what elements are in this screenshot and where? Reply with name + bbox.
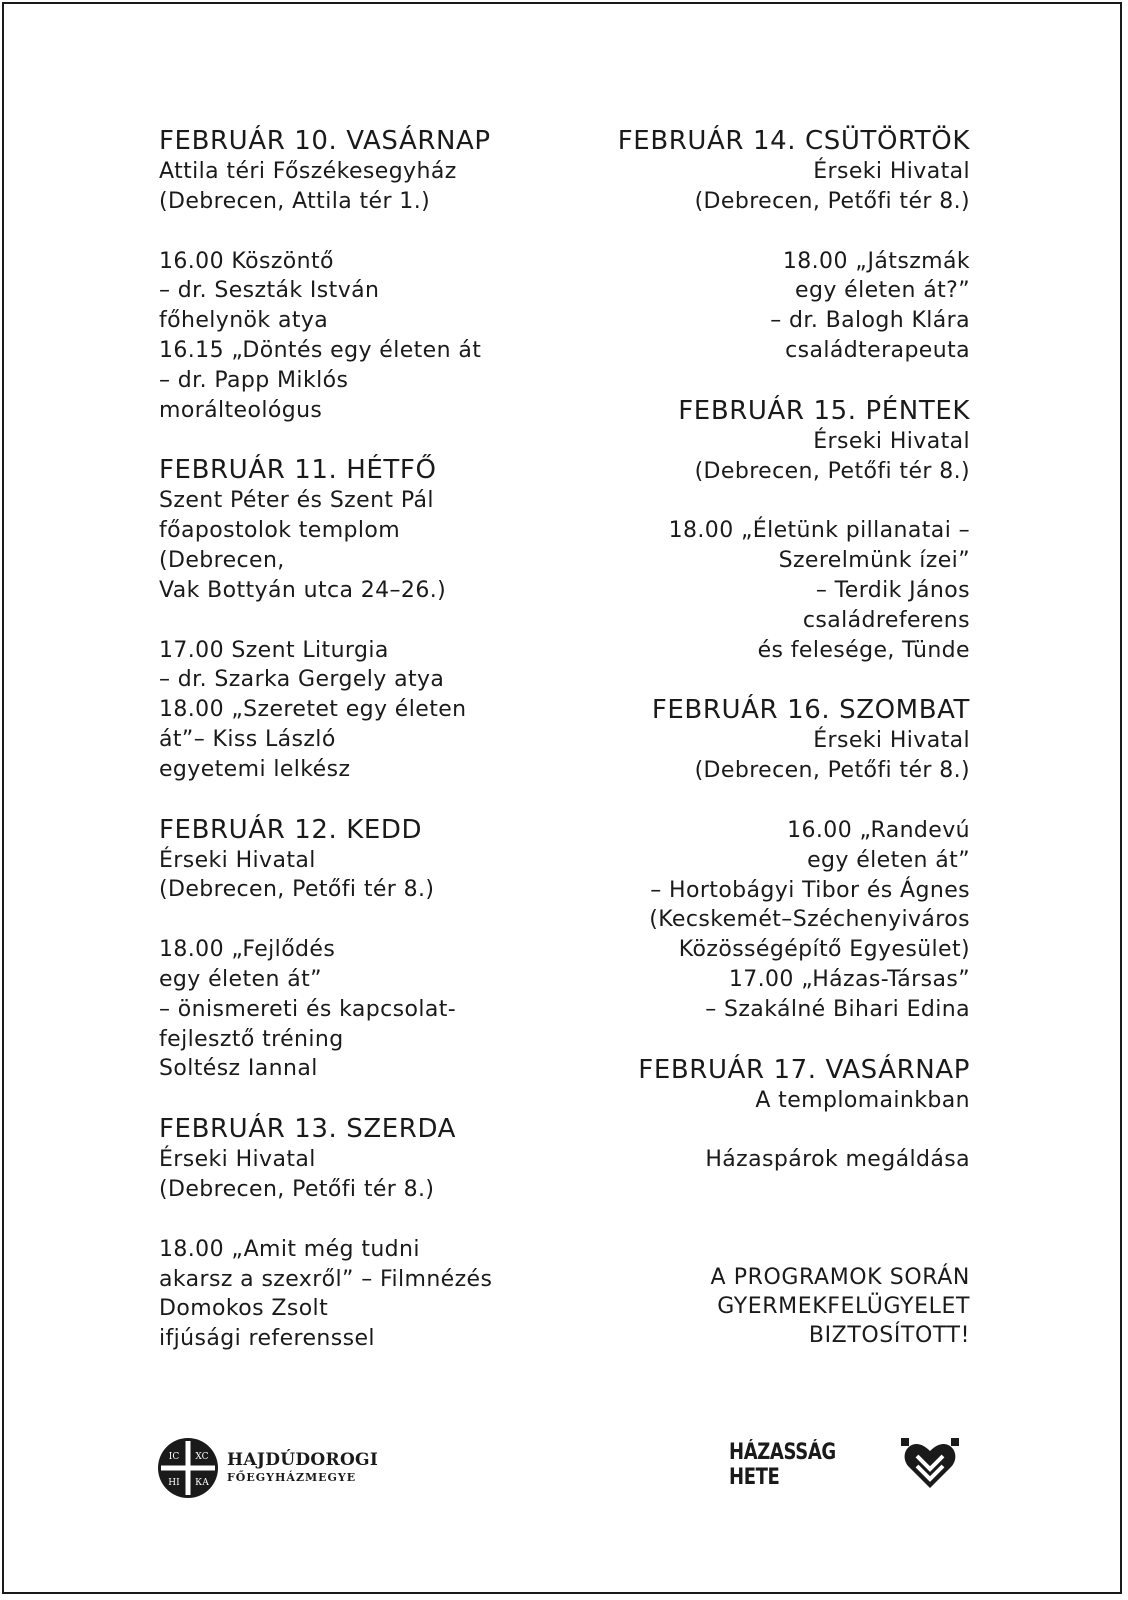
logo-name: HAJDÚDOROGI [227, 1450, 379, 1470]
hajdudorogi-logo [157, 1437, 378, 1499]
program-line: – dr. Seszták István [159, 278, 380, 304]
program-line: 18.00 „Amit még tudni [159, 1236, 420, 1262]
seal-letter: НІ [168, 1478, 180, 1488]
program-line: Domokos Zsolt [159, 1296, 329, 1322]
spacer [159, 217, 579, 247]
program-line: főapostolok templom [159, 518, 401, 544]
spacer [560, 786, 970, 816]
program-line: ifjúsági referenssel [159, 1326, 375, 1352]
program-line: (Debrecen, [159, 547, 285, 573]
program-line: – dr. Papp Miklós [159, 367, 349, 393]
program-line: Érseki Hivatal [813, 159, 970, 184]
program-line: fejlesztő tréning [159, 1026, 344, 1052]
program-line: (Kecskemét–Széchenyiváros [649, 907, 970, 933]
program-line: (Debrecen, Petőfi tér 8.) [694, 188, 970, 214]
spacer [560, 217, 970, 247]
notice-line: GYERMEKFELÜGYELET [717, 1294, 970, 1319]
spacer [159, 905, 579, 935]
seal-letter: КА [195, 1478, 209, 1488]
program-line: 17.00 Szent Liturgia [159, 637, 389, 663]
spacer [560, 1115, 970, 1145]
day-heading: FEBRUÁR 14. CSÜTÖRTÖK [617, 126, 970, 156]
program-line: 16.00 „Randevú [787, 817, 970, 843]
spacer [560, 665, 970, 695]
program-line: – dr. Balogh Klára [770, 308, 970, 334]
program-line: 18.00 „Fejlődés [159, 937, 336, 963]
program-line: és felesége, Tünde [757, 637, 970, 663]
notice-line: A PROGRAMOK SORÁN [710, 1265, 970, 1290]
program-line: – Hortobágyi Tibor és Ágnes [650, 877, 970, 903]
program-line: Házaspárok megáldása [705, 1147, 970, 1173]
spacer [159, 606, 579, 636]
program-right-column [560, 126, 970, 1175]
program-left-column [159, 126, 579, 1354]
program-line: – Szakálné Bihari Edina [705, 996, 970, 1022]
day-heading: FEBRUÁR 16. SZOMBAT [651, 695, 970, 726]
program-line: Érseki Hivatal [159, 1147, 316, 1173]
seal-letter: XC [195, 1452, 209, 1462]
spacer [159, 425, 579, 455]
program-line: – Terdik János [815, 577, 970, 603]
day-heading: FEBRUÁR 10. VASÁRNAP [159, 126, 491, 156]
program-line: Soltész Iannal [159, 1056, 318, 1082]
program-line: egyetemi lelkész [159, 756, 351, 782]
seal-cross-icon [157, 1437, 219, 1499]
seal-letter: IC [168, 1452, 180, 1462]
program-line: 16.15 „Döntés egy életen át [159, 337, 482, 363]
program-line: 18.00 „Szeretet egy életen [159, 697, 467, 723]
program-line: morálteológus [159, 397, 323, 423]
program-line: A templomainkban [755, 1087, 970, 1113]
program-line: (Debrecen, Petőfi tér 8.) [694, 458, 970, 484]
logo-name: HÁZASSÁG HETE [729, 1440, 836, 1490]
childcare-notice [560, 1263, 970, 1350]
spacer [159, 785, 579, 815]
program-line: Vak Bottyán utca 24–26.) [159, 577, 447, 603]
program-line: Érseki Hivatal [813, 428, 970, 454]
program-line: Érseki Hivatal [159, 847, 316, 873]
program-line: akarsz a szexről” – Filmnézés [159, 1266, 493, 1292]
program-line: 17.00 „Házas-Társas” [728, 966, 970, 992]
program-line: – önismereti és kapcsolat- [159, 996, 457, 1022]
program-line: Közösségépítő Egyesület) [678, 937, 970, 963]
day-heading: FEBRUÁR 15. PÉNTEK [678, 395, 970, 426]
heart-knot-icon [901, 1436, 959, 1494]
program-line: 18.00 „Játszmák [782, 248, 970, 274]
program-line: Érseki Hivatal [813, 728, 970, 754]
spacer [560, 366, 970, 396]
logo-subtitle: FŐEGYHÁZMEGYE [227, 1471, 357, 1484]
program-line: Szent Péter és Szent Pál [159, 488, 434, 514]
program-line: egy életen át” [807, 847, 970, 873]
spacer [159, 1084, 579, 1114]
program-line: 16.00 Köszöntő [159, 248, 334, 274]
program-line: családterapeuta [785, 337, 970, 363]
day-heading: FEBRUÁR 17. VASÁRNAP [638, 1054, 970, 1085]
day-heading: FEBRUÁR 11. HÉTFŐ [159, 455, 437, 486]
spacer [560, 486, 970, 516]
program-line: családreferens [802, 607, 970, 633]
program-line: (Debrecen, Petőfi tér 8.) [694, 758, 970, 784]
program-line: (Debrecen, Petőfi tér 8.) [159, 1176, 435, 1202]
program-line: egy életen át” [159, 966, 322, 992]
program-line: – dr. Szarka Gergely atya [159, 667, 445, 693]
spacer [159, 1205, 579, 1235]
day-heading: FEBRUÁR 13. SZERDA [159, 1114, 457, 1145]
program-line: Attila téri Főszékesegyház [159, 159, 457, 184]
program-line: (Debrecen, Petőfi tér 8.) [159, 877, 435, 903]
notice-line: BIZTOSÍTOTT! [808, 1323, 970, 1348]
program-line: 18.00 „Életünk pillanatai – [668, 518, 970, 544]
program-line: egy életen át?” [795, 278, 970, 304]
program-line: (Debrecen, Attila tér 1.) [159, 188, 431, 214]
program-line: át”– Kiss László [159, 726, 336, 752]
spacer [560, 1025, 970, 1055]
program-line: főhelynök atya [159, 308, 329, 334]
hazassag-hete-logo [729, 1436, 959, 1494]
day-heading: FEBRUÁR 12. KEDD [159, 814, 423, 845]
program-line: Szerelmünk ízei” [778, 548, 970, 574]
